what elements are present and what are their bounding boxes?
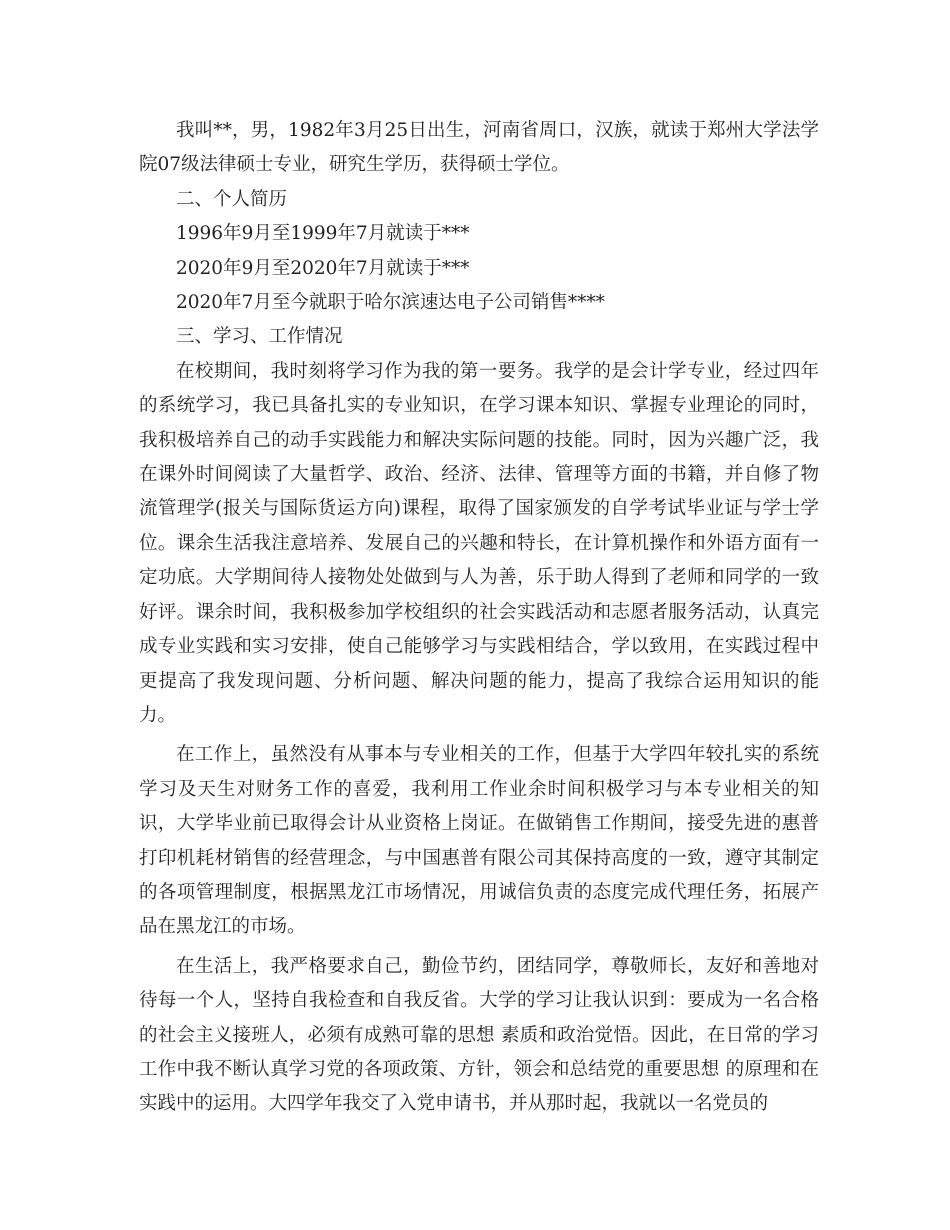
- work-paragraph: 在工作上，虽然没有从事本与专业相关的工作，但基于大学四年较扎实的系统学习及天生对财务工作的喜爱，我利用工作业余时间积极学习与本专业相关的知识，大学毕业前已取得会计从业资格上岗证。在做销售工作期间，接受先进的惠普打印机耗材销售的经营理念，与中国惠普有限公司其保持高度的一致，遵守其制定的各项管理制度，根据黑龙江市场情况，用诚信负责的态度完成代理任务，拓展产品在黑龙江的市场。: [139, 744, 819, 938]
- section-heading-resume: 二、个人简历: [176, 188, 288, 210]
- resume-item: 1996年9月至1999年7月就读于***: [176, 223, 470, 245]
- resume-item: 2020年9月至2020年7月就读于***: [176, 257, 470, 279]
- section-heading-study-work: 三、学习、工作情况: [176, 326, 343, 348]
- life-paragraph: 在生活上，我严格要求自己，勤俭节约，团结同学，尊敬师长，友好和善地对待每一个人，坚持自我检查和自我反省。大学的学习让我认识到：要成为一名合格的社会主义接班人，必须有成熟可靠的思想 素质和政治觉悟。因此，在日常的学习工作中我不断认真学习党的各项政策、方针，领会和总结党的重要思想 的原理和在实践中的运用。大四学年我交了入党申请书，并从那时起，我就以一名党员的: [139, 955, 819, 1115]
- document-page: [139, 114, 819, 1122]
- resume-item: 2020年7月至今就职于哈尔滨速达电子公司销售****: [176, 292, 605, 314]
- intro-paragraph: 我叫**，男，1982年3月25日出生，河南省周口，汉族，就读于郑州大学法学院07级法律硕士专业，研究生学历，获得硕士学位。: [139, 120, 819, 176]
- study-paragraph: 在校期间，我时刻将学习作为我的第一要务。我学的是会计学专业，经过四年的系统学习，我已具备扎实的专业知识，在学习课本知识、掌握专业理论的同时，我积极培养自己的动手实践能力和解决实际问题的技能。同时，因为兴趣广泛，我在课外时间阅读了大量哲学、政治、经济、法律、管理等方面的书籍，并自修了物流管理学(报关与国际货运方向)课程，取得了国家颁发的自学考试毕业证与学士学位。课余生活我注意培养、发展自己的兴趣和特长，在计算机操作和外语方面有一定功底。大学期间待人接物处处做到与人为善，乐于助人得到了老师和同学的一致好评。课余时间，我积极参加学校组织的社会实践活动和志愿者服务活动，认真完成专业实践和实习安排，使自己能够学习与实践相结合，学以致用，在实践过程中更提高了我发现问题、分析问题、解决问题的能力，提高了我综合运用知识的能力。: [139, 360, 819, 726]
